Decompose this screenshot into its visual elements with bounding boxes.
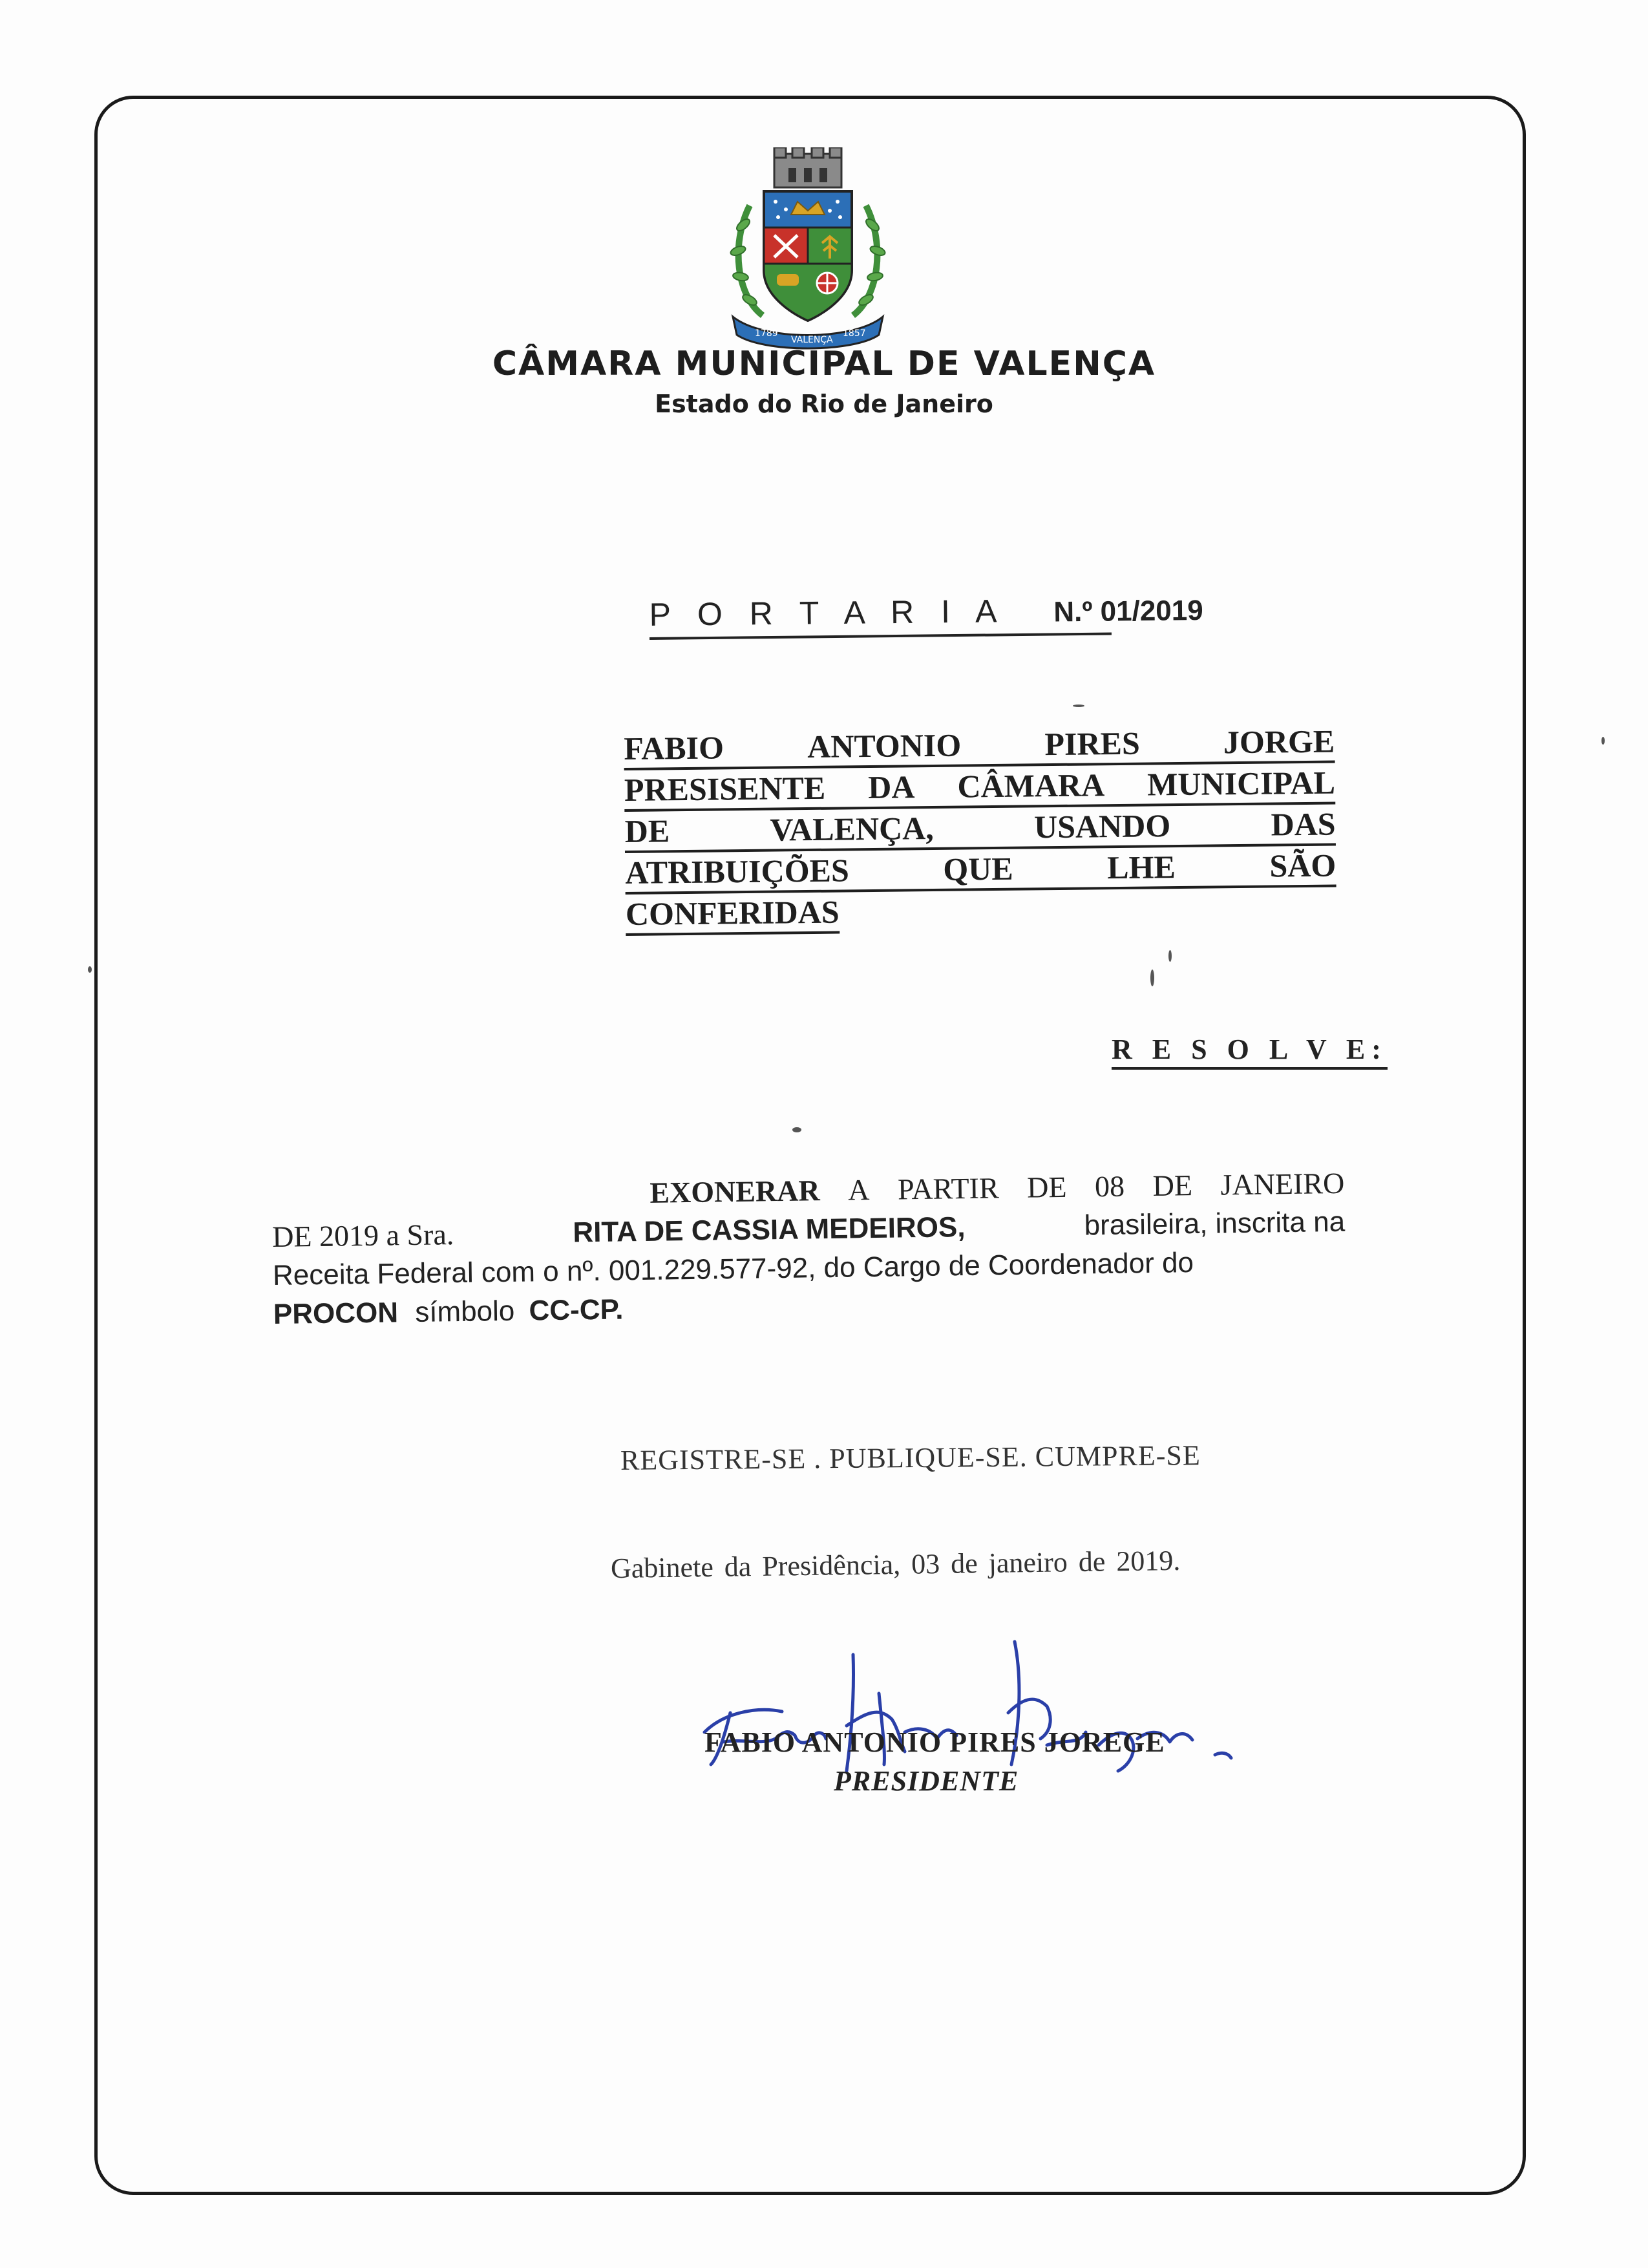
word: QUE	[943, 850, 1013, 887]
procon-label: PROCON	[273, 1297, 399, 1330]
word: JORGE	[1223, 723, 1335, 761]
word: VALENÇA,	[770, 809, 935, 848]
resolve-heading: R E S O L V E:	[1112, 1033, 1388, 1070]
word: CÂMARA	[957, 767, 1105, 805]
exonerar-keyword: EXONERAR	[649, 1174, 820, 1209]
scan-speck	[1601, 737, 1605, 745]
word: LHE	[1106, 849, 1176, 886]
svg-text:VALENÇA: VALENÇA	[791, 335, 833, 345]
signatory-role: PRESIDENTE	[834, 1765, 1019, 1797]
svg-text:1857: 1857	[843, 328, 866, 339]
scan-speck	[1168, 950, 1172, 962]
preamble-line	[625, 845, 1336, 895]
preamble	[624, 721, 1336, 936]
date-line: Gabinete da Presidência, 03 de janeiro de 2019.	[610, 1544, 1181, 1585]
coat-of-arms-icon	[724, 147, 892, 351]
preamble-line	[624, 763, 1336, 812]
org-subtitle: Estado do Rio de Janeiro	[655, 390, 993, 418]
scan-speck	[1150, 970, 1154, 986]
body-text: símbolo	[414, 1295, 515, 1328]
signatory-name: FABIO ANTONIO PIRES JOREGE	[704, 1726, 1165, 1758]
word: ATRIBUIÇÕES	[625, 852, 849, 891]
word: DE	[1152, 1169, 1193, 1202]
symbol-code: CC-CP.	[529, 1293, 624, 1327]
word: DE	[1026, 1170, 1067, 1204]
word: PARTIR	[897, 1171, 999, 1206]
word: 08	[1094, 1169, 1125, 1203]
body-text: brasileira, inscrita na	[1084, 1205, 1346, 1242]
word: FABIO	[624, 729, 724, 767]
title-number: N.º 01/2019	[1053, 595, 1203, 628]
title-label: P O R T A R I A	[649, 593, 1006, 633]
person-name: RITA DE CASSIA MEDEIROS,	[573, 1211, 966, 1249]
word: DE	[624, 812, 670, 849]
word: DA	[867, 768, 915, 806]
svg-text:1789: 1789	[755, 328, 778, 339]
word: ANTONIO	[807, 726, 962, 765]
scan-speck	[88, 966, 92, 973]
word: DAS	[1271, 805, 1336, 843]
body-paragraph	[271, 1164, 1346, 1334]
word: MUNICIPAL	[1146, 764, 1336, 803]
word: PRESISENTE	[624, 769, 826, 808]
closing-formula: REGISTRE-SE . PUBLIQUE-SE. CUMPRE-SE	[620, 1439, 1201, 1476]
word: JANEIRO	[1220, 1166, 1345, 1202]
word: USANDO	[1033, 807, 1171, 845]
document-title	[649, 591, 1203, 640]
preamble-line	[624, 804, 1336, 853]
body-line: Receita Federal com o nº. 001.229.577-92, do Cargo de Coordenador do	[272, 1247, 1194, 1291]
word: SÃO	[1269, 847, 1336, 884]
word: A	[847, 1173, 870, 1207]
handwritten-signature	[685, 1616, 1331, 1784]
scan-speck	[792, 1127, 801, 1132]
scan-speck	[1073, 705, 1084, 707]
word: PIRES	[1044, 725, 1141, 763]
org-name: CÂMARA MUNICIPAL DE VALENÇA	[492, 344, 1156, 383]
preamble-line	[624, 721, 1335, 770]
preamble-last-line: CONFERIDAS	[626, 893, 840, 936]
body-text: DE 2019 a Sra.	[271, 1218, 454, 1253]
